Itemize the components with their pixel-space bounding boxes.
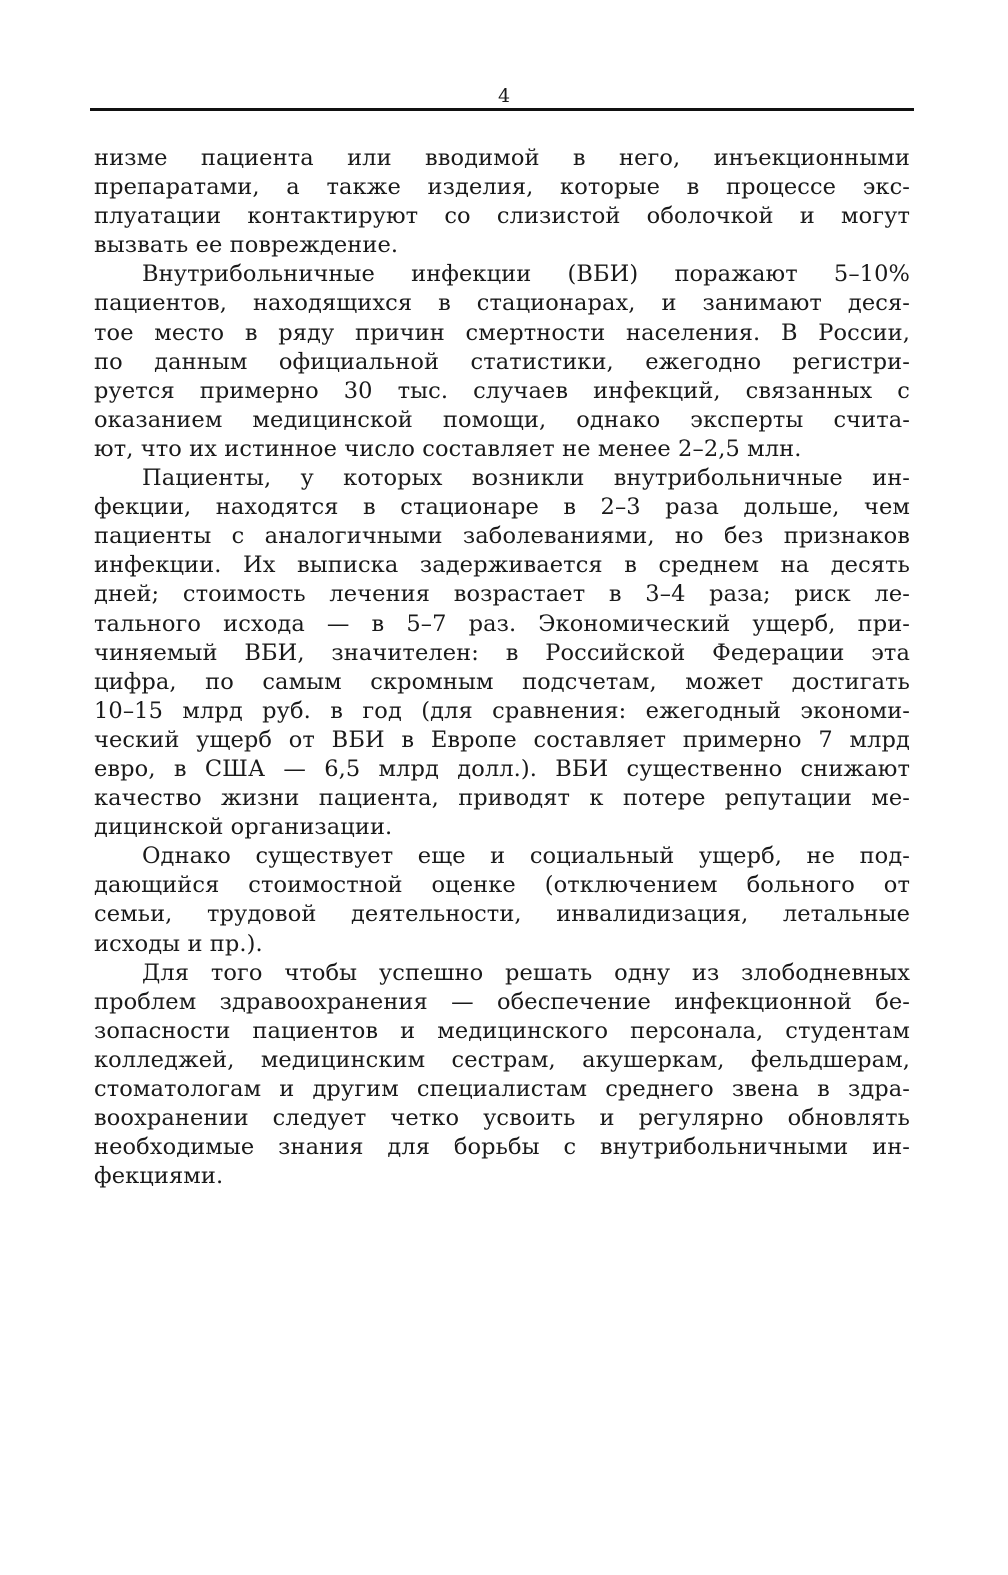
paragraph-5 bbox=[94, 959, 910, 1192]
text-line: качество жизни пациента, приводят к потере репутации ме- bbox=[94, 785, 910, 812]
text-line: колледжей, медицинским сестрам, акушеркам, фельдшерам, bbox=[94, 1046, 910, 1073]
text-line: ют, что их истинное число составляет не менее 2–2,5 млн. bbox=[94, 435, 802, 462]
text-line: дицинской организации. bbox=[94, 814, 393, 841]
paragraph-3 bbox=[94, 464, 910, 842]
page-number: 4 bbox=[497, 85, 511, 107]
text-line: по данным официальной статистики, ежегодно регистри- bbox=[94, 348, 910, 375]
text-line: фекциями. bbox=[94, 1163, 224, 1190]
text-line: вызвать ее повреждение. bbox=[94, 232, 399, 259]
text-line: руется примерно 30 тыс. случаев инфекций, связанных с bbox=[94, 377, 910, 404]
text-line: проблем здравоохранения — обеспечение инфекционной бе- bbox=[94, 988, 910, 1015]
paragraph-2 bbox=[94, 260, 910, 464]
paragraph-1 bbox=[94, 144, 910, 260]
text-line: пациентов, находящихся в стационарах, и занимают деся- bbox=[94, 290, 910, 317]
text-line: дающийся стоимостной оценке (отключением больного от bbox=[94, 872, 910, 899]
text-line: воохранении следует четко усвоить и регулярно обновлять bbox=[94, 1105, 910, 1132]
text-line: стоматологам и другим специалистам среднего звена в здра- bbox=[94, 1076, 910, 1102]
text-line: зопасности пациентов и медицинского персонала, студентам bbox=[94, 1017, 910, 1044]
text-line: тое место в ряду причин смертности населения. В России, bbox=[94, 319, 910, 346]
text-line: Однако существует еще и социальный ущерб, не под- bbox=[142, 843, 910, 870]
text-line: цифра, по самым скромным подсчетам, может достигать bbox=[94, 668, 910, 695]
text-line: исходы и пр.). bbox=[94, 930, 263, 957]
text-line: оказанием медицинской помощи, однако эксперты счита- bbox=[94, 406, 910, 433]
text-line: Для того чтобы успешно решать одну из злободневных bbox=[142, 959, 910, 986]
text-line: Внутрибольничные инфекции (ВБИ) поражают 5–10% bbox=[142, 261, 910, 288]
text-line: тального исхода — в 5–7 раз. Экономический ущерб, при- bbox=[94, 610, 910, 637]
paragraph-4 bbox=[94, 842, 910, 958]
text-line: препаратами, а также изделия, которые в процессе экс- bbox=[94, 174, 910, 201]
text-line: инфекции. Их выписка задерживается в среднем на десять bbox=[94, 552, 910, 579]
header-rule bbox=[90, 108, 914, 111]
text-line: чиняемый ВБИ, значителен: в Российской Федерации эта bbox=[94, 639, 910, 666]
text-line: 10–15 млрд руб. в год (для сравнения: ежегодный экономи- bbox=[94, 697, 910, 724]
body-text bbox=[94, 144, 910, 1191]
text-line: Пациенты, у которых возникли внутрибольничные ин- bbox=[142, 465, 910, 492]
text-line: низме пациента или вводимой в него, инъекционными bbox=[94, 145, 910, 171]
text-line: евро, в США — 6,5 млрд долл.). ВБИ существенно снижают bbox=[94, 755, 910, 782]
text-line: фекции, находятся в стационаре в 2–3 раза дольше, чем bbox=[94, 494, 910, 521]
text-line: плуатации контактируют со слизистой оболочкой и могут bbox=[94, 203, 910, 230]
text-line: необходимые знания для борьбы с внутрибольничными ин- bbox=[94, 1134, 910, 1161]
text-line: семьи, трудовой деятельности, инвалидизация, летальные bbox=[94, 901, 910, 928]
text-line: ческий ущерб от ВБИ в Европе составляет примерно 7 млрд bbox=[94, 726, 910, 753]
text-line: дней; стоимость лечения возрастает в 3–4 раза; риск ле- bbox=[94, 581, 910, 608]
text-line: пациенты с аналогичными заболеваниями, но без признаков bbox=[94, 523, 910, 550]
